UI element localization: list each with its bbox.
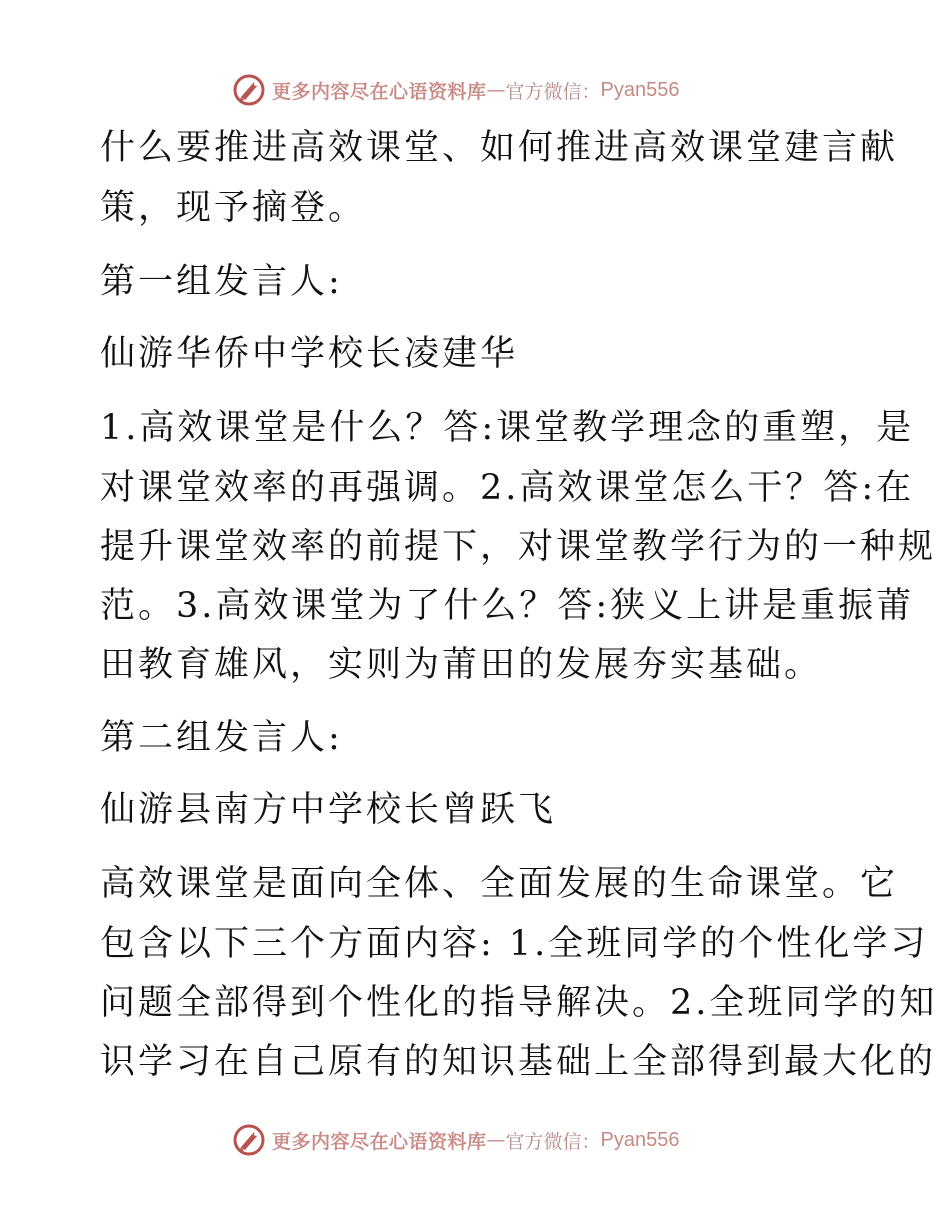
watermark-wechat-id: Pyan556	[600, 78, 680, 101]
body-line: 什么要推进高效课堂、如何推进高效课堂建言献	[100, 128, 899, 168]
watermark-official-label: 官方微信：	[505, 1130, 601, 1153]
body-line: 策，现予摘登。	[100, 188, 367, 228]
watermark-official-label: 官方微信：	[505, 80, 601, 103]
speaker-name: 仙游华侨中学校长凌建华	[100, 334, 519, 374]
watermark-separator: —	[486, 1129, 506, 1151]
body-line: 包含以下三个方面内容: 1.全班同学的个性化学习	[100, 924, 929, 964]
watermark-text: 更多内容尽在心语资料库	[272, 1130, 487, 1153]
section-heading: 第二组发言人:	[100, 718, 343, 758]
watermark-wechat-id: Pyan556	[600, 1128, 680, 1151]
speaker-name: 仙游县南方中学校长曾跃飞	[100, 790, 557, 830]
body-line: 识学习在自己原有的知识基础上全部得到最大化的	[100, 1042, 937, 1082]
watermark-separator: —	[486, 79, 506, 101]
body-line: 对课堂效率的再强调。2.高效课堂怎么干？答:在	[100, 468, 915, 508]
body-line: 田教育雄风，实则为莆田的发展夯实基础。	[100, 645, 823, 685]
footer-watermark-banner	[232, 1120, 680, 1160]
watermark-text: 更多内容尽在心语资料库	[272, 80, 487, 103]
body-line: 1.高效课堂是什么？答:课堂教学理念的重塑，是	[100, 408, 915, 448]
body-line: 范。3.高效课堂为了什么？答:狭义上讲是重振莆	[100, 586, 915, 626]
body-line: 高效课堂是面向全体、全面发展的生命课堂。它	[100, 864, 899, 904]
body-line: 提升课堂效率的前提下，对课堂教学行为的一种规	[100, 527, 937, 567]
pen-logo-icon	[232, 1123, 266, 1157]
section-heading: 第一组发言人:	[100, 262, 343, 302]
body-line: 问题全部得到个性化的指导解决。2.全班同学的知	[100, 983, 938, 1023]
